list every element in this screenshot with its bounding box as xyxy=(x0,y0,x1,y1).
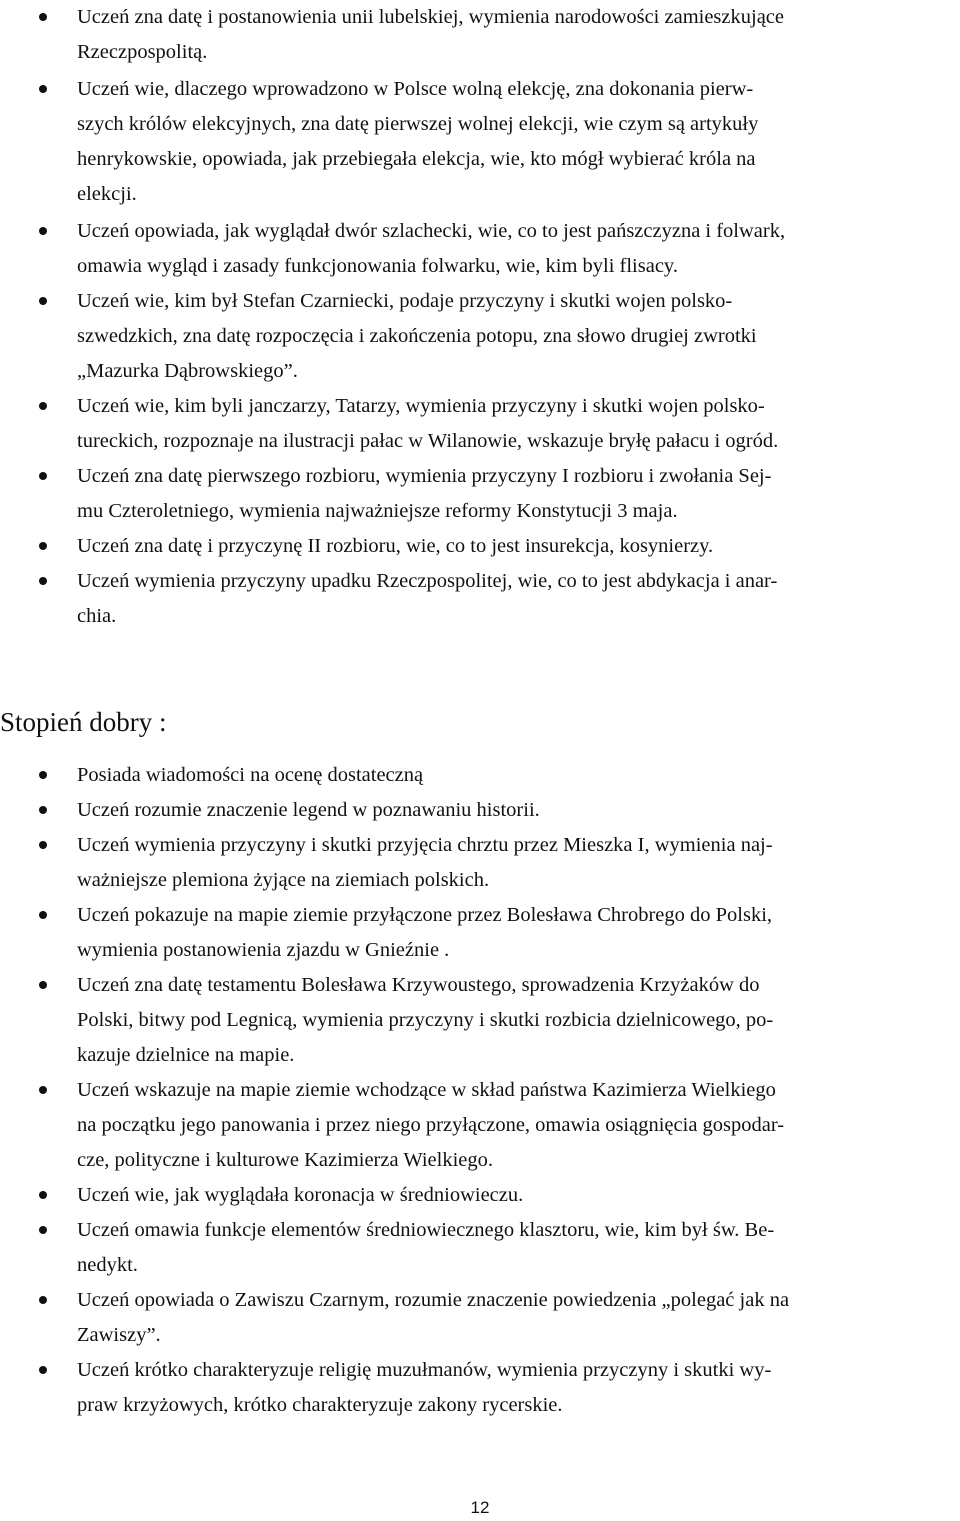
bullet-icon xyxy=(39,227,47,235)
list-item: Uczeń wymienia przyczyny i skutki przyjęcia chrztu przez Mieszka I, wymienia naj- ważniejsze plemiona żyjące na ziemiach polskich. xyxy=(0,828,960,898)
list-item: Uczeń pokazuje na mapie ziemie przyłączone przez Bolesława Chrobrego do Polski, wymienia postanowienia zjazdu w Gnieźnie . xyxy=(0,898,960,968)
list-item: Uczeń omawia funkcje elementów średniowiecznego klasztoru, wie, kim był św. Be- nedykt. xyxy=(0,1213,960,1283)
list-item: Posiada wiadomości na ocenę dostateczną xyxy=(0,758,960,793)
list-item: Uczeń zna datę testamentu Bolesława Krzywoustego, sprowadzenia Krzyżaków do Polski, bitwy pod Legnicą, wymienia przyczyny i skutki rozbicia dzielnicowego, po- kazuje dzielnice na mapie. xyxy=(0,968,960,1073)
list-item: Uczeń opowiada, jak wyglądał dwór szlachecki, wie, co to jest pańszczyzna i folwark, omawia wygląd i zasady funkcjonowania folwarku, wie, kim byli flisacy. xyxy=(0,214,960,284)
requirements-list-top xyxy=(0,0,960,634)
requirements-list-bottom xyxy=(0,758,960,1423)
list-item: Uczeń wymienia przyczyny upadku Rzeczpospolitej, wie, co to jest abdykacja i anar- chia. xyxy=(0,564,960,634)
page-number: 12 xyxy=(470,1498,490,1517)
section-heading: Stopień dobry : xyxy=(0,707,167,737)
list-item: Uczeń zna datę pierwszego rozbioru, wymienia przyczyny I rozbioru i zwołania Sej- mu Czteroletniego, wymienia najważniejsze reformy Konstytucji 3 maja. xyxy=(0,459,960,529)
bullet-icon xyxy=(39,542,47,550)
list-item: Uczeń wie, dlaczego wprowadzono w Polsce wolną elekcję, zna dokonania pierw- szych królów elekcyjnych, zna datę pierwszej wolnej elekcji, wie czym są artykuły henrykowskie, opowiada, jak przebiegała elekcja, wie, kto mógł wybierać króla na elekcji. xyxy=(0,72,960,212)
list-item: Uczeń zna datę i przyczynę II rozbioru, wie, co to jest insurekcja, kosynierzy. xyxy=(0,529,960,564)
list-item: Uczeń krótko charakteryzuje religię muzułmanów, wymienia przyczyny i skutki wy- praw krzyżowych, krótko charakteryzuje zakony rycerskie. xyxy=(0,1353,960,1423)
list-item: Uczeń rozumie znaczenie legend w poznawaniu historii. xyxy=(0,793,960,828)
bullet-icon xyxy=(39,472,47,480)
bullet-icon xyxy=(39,911,47,919)
bullet-icon xyxy=(39,1226,47,1234)
bullet-icon xyxy=(39,841,47,849)
list-item: Uczeń zna datę i postanowienia unii lubelskiej, wymienia narodowości zamieszkujące Rzeczpospolitą. xyxy=(0,0,960,70)
bullet-icon xyxy=(39,981,47,989)
list-item: Uczeń wie, jak wyglądała koronacja w średniowieczu. xyxy=(0,1178,960,1213)
bullet-icon xyxy=(39,297,47,305)
list-item: Uczeń wie, kim był Stefan Czarniecki, podaje przyczyny i skutki wojen polsko- szwedzkich, zna datę rozpoczęcia i zakończenia potopu, zna słowo drugiej zwrotki „Mazurka Dąbrowskiego”. xyxy=(0,284,960,389)
list-item: Uczeń opowiada o Zawiszu Czarnym, rozumie znaczenie powiedzenia „polegać jak na Zawiszy”. xyxy=(0,1283,960,1353)
bullet-icon xyxy=(39,806,47,814)
bullet-icon xyxy=(39,85,47,93)
bullet-icon xyxy=(39,771,47,779)
bullet-icon xyxy=(39,1296,47,1304)
bullet-icon xyxy=(39,13,47,21)
bullet-icon xyxy=(39,1366,47,1374)
bullet-icon xyxy=(39,402,47,410)
bullet-icon xyxy=(39,1086,47,1094)
list-item: Uczeń wie, kim byli janczarzy, Tatarzy, wymienia przyczyny i skutki wojen polsko- tureckich, rozpoznaje na ilustracji pałac w Wilanowie, wskazuje bryłę pałacu i ogród. xyxy=(0,389,960,459)
bullet-icon xyxy=(39,1191,47,1199)
bullet-icon xyxy=(39,577,47,585)
list-item: Uczeń wskazuje na mapie ziemie wchodzące w skład państwa Kazimierza Wielkiego na początku jego panowania i przez niego przyłączone, omawia osiągnięcia gospodar- cze, polityczne i kulturowe Kazimierza Wielkiego. xyxy=(0,1073,960,1178)
